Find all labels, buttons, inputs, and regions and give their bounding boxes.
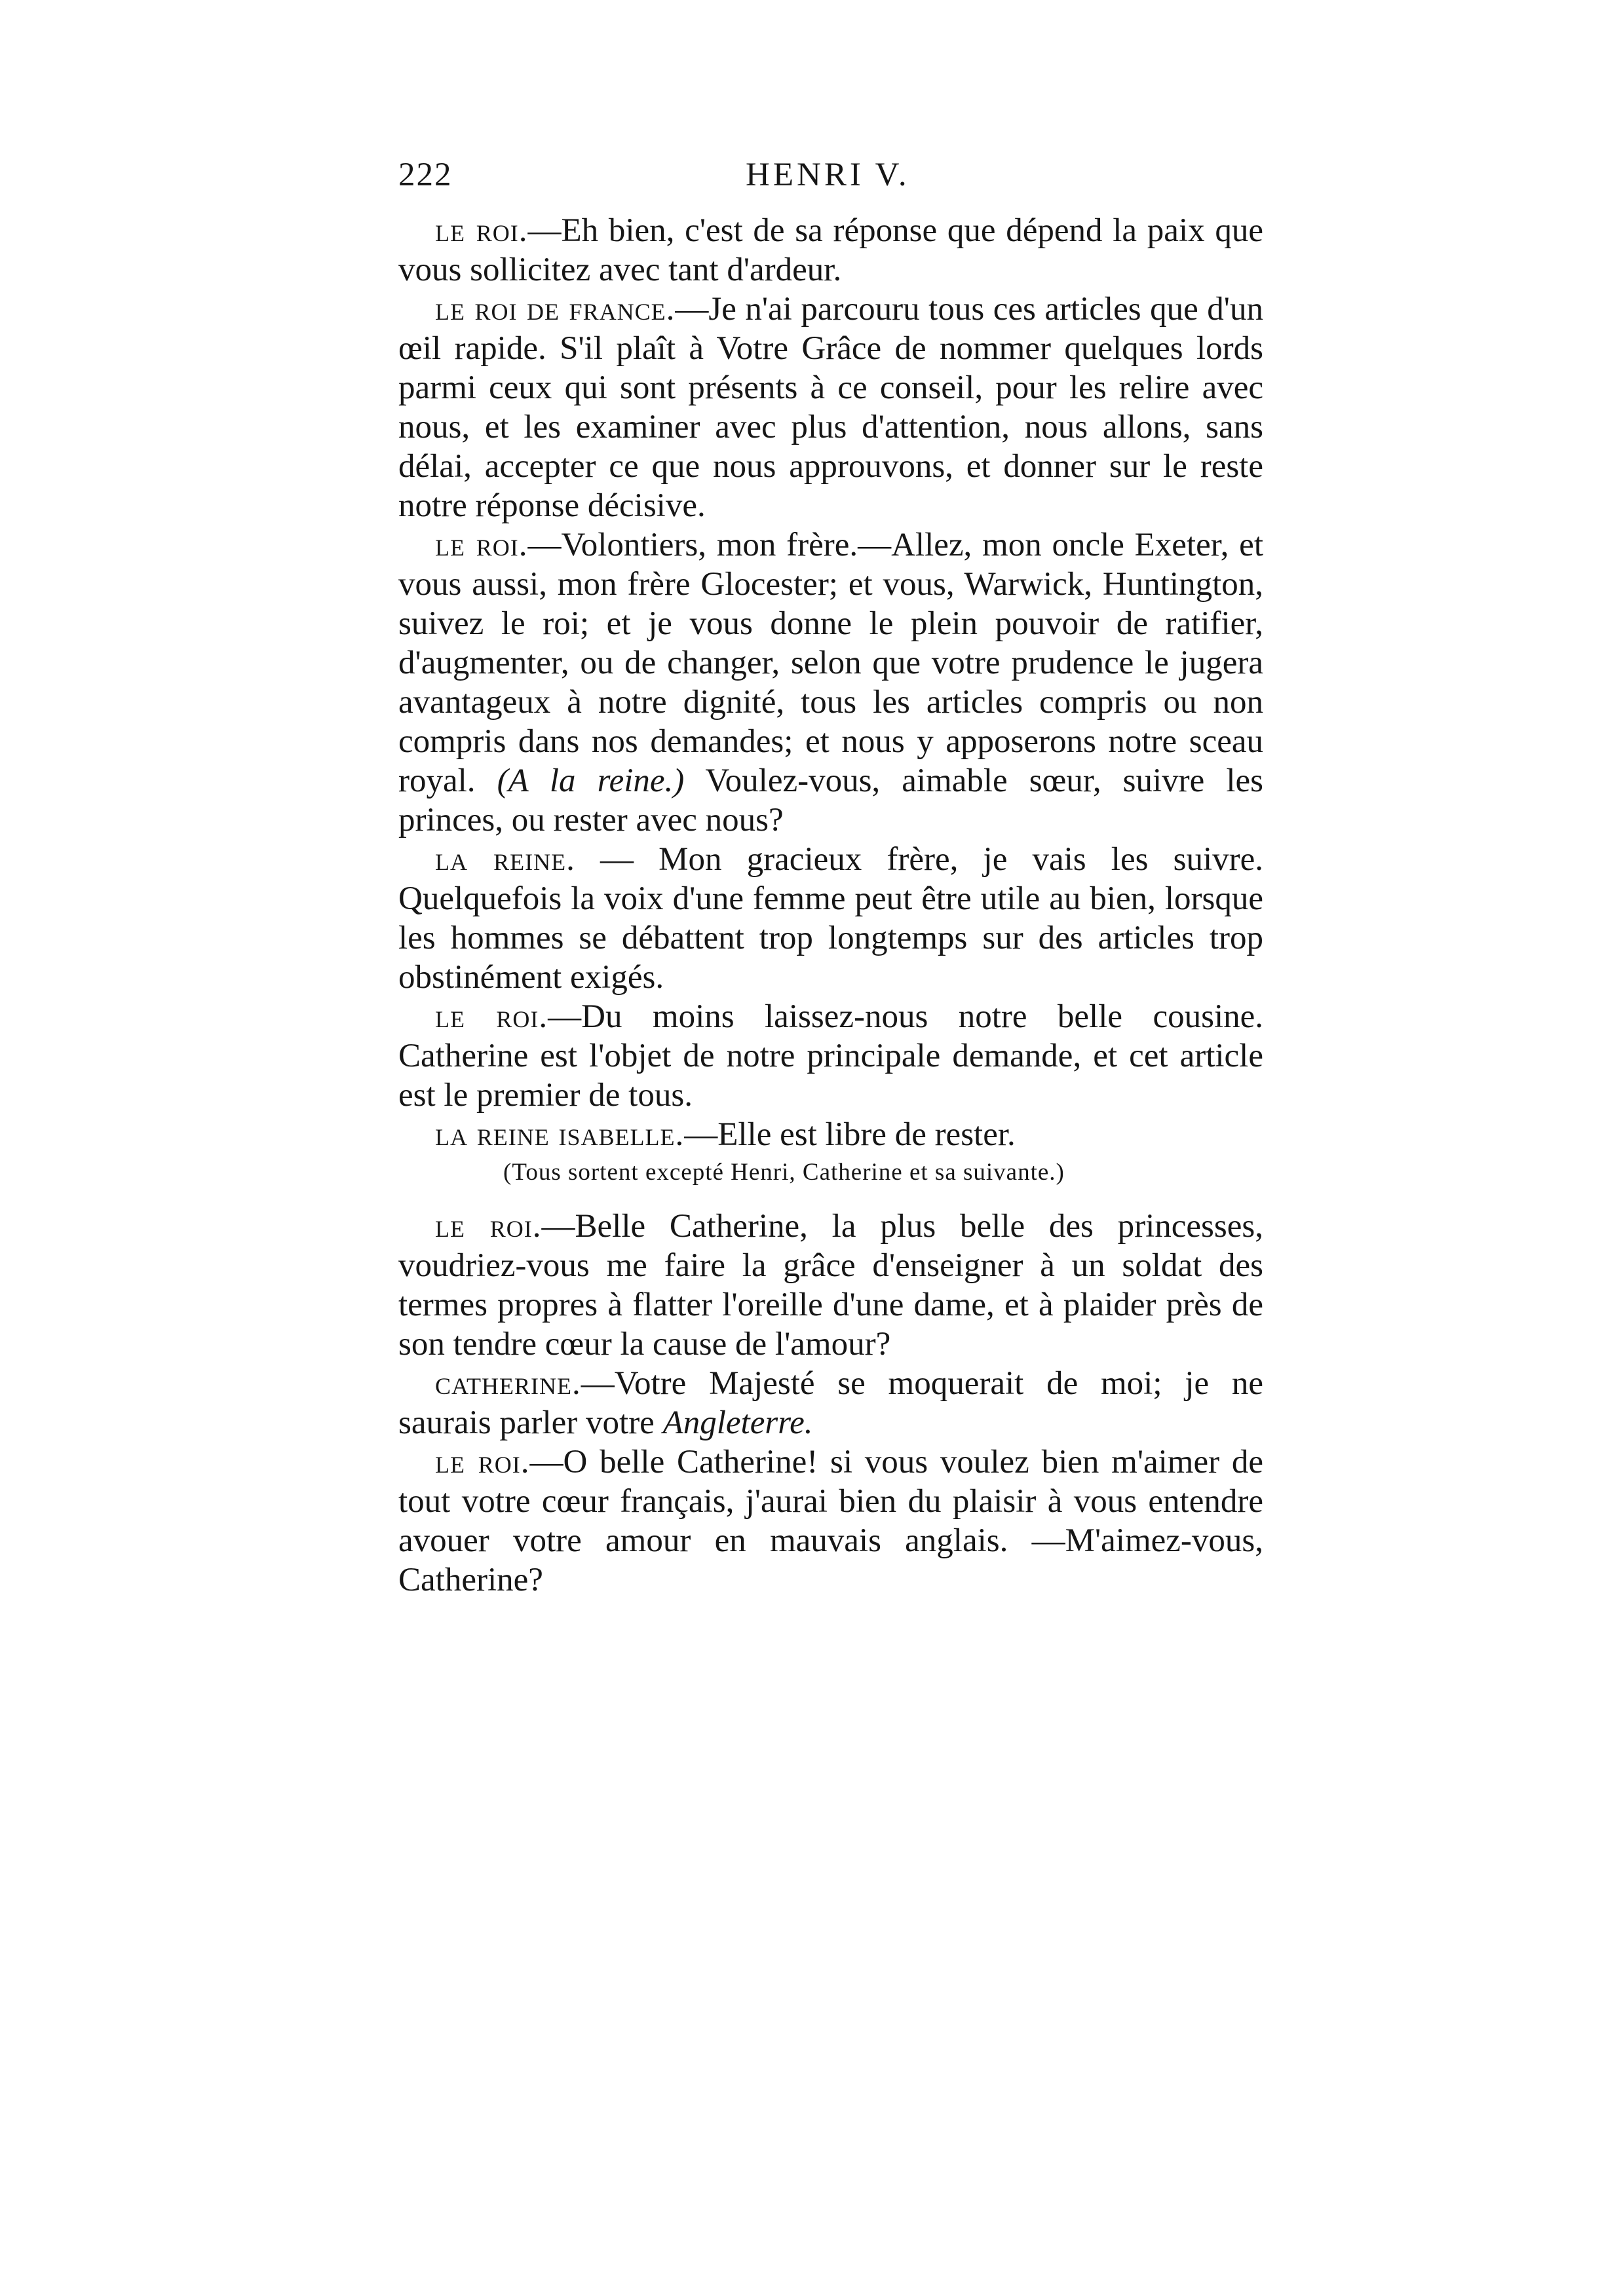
speech-text-continued: Voulez-vous, aimable sœur, suivre les princes, ou rester avec nous? — [398, 762, 1263, 838]
paragraph-5 — [398, 997, 1263, 1115]
speech-text: —Belle Catherine, la plus belle des princesses, voudriez-vous me faire la grâce d'enseigner à un soldat des termes propres à flatter l'oreille d'une dame, et à plaider près de son tendre cœur la cause de l'amour? — [398, 1208, 1263, 1363]
speaker-name: le roi. — [435, 998, 548, 1035]
paragraph-4 — [398, 840, 1263, 997]
speaker-name: la reine isabelle. — [435, 1116, 685, 1153]
paragraph-7 — [398, 1207, 1263, 1364]
speech-text: —Eh bien, c'est de sa réponse que dépend la paix que vous sollicitez avec tant d'ardeur. — [398, 212, 1263, 288]
paragraph-2 — [398, 290, 1263, 525]
running-head — [398, 152, 1276, 198]
page-number: 222 — [398, 157, 453, 193]
speech-text: —O belle Catherine! si vous voulez bien m'aimer de tout votre cœur français, j'aurai bien du plaisir à vous entendre avouer votre amour en mauvais anglais. —M'aimez-vous, Catherine? — [398, 1444, 1263, 1598]
speech-text: —Du moins laissez-nous notre belle cousine. Catherine est l'objet de notre principale demande, et cet article est le premier de tous. — [398, 998, 1263, 1114]
book-page — [393, 0, 1271, 2296]
speech-text: —Elle est libre de rester. — [684, 1116, 1016, 1153]
speech-text: —Je n'ai parcouru tous ces articles que d'un œil rapide. S'il plaît à Votre Grâce de nommer quelques lords parmi ceux qui sont présents à ce conseil, pour les relire avec nous, et les examiner avec plus d'attention, nous allons, sans délai, accepter ce que nous approuvons, et donner sur le reste notre réponse décisive. — [398, 291, 1263, 524]
italic-word: Angleterre. — [662, 1404, 813, 1441]
speaker-name: catherine. — [435, 1365, 581, 1402]
running-title: HENRI V. — [746, 157, 910, 193]
speaker-name: le roi. — [435, 527, 528, 563]
paragraph-3 — [398, 525, 1263, 840]
speech-text: —Volontiers, mon frère.—Allez, mon oncle Exeter, et vous aussi, mon frère Glocester; et vous, Warwick, Huntington, suivez le roi; et je vous donne le plein pouvoir de ratifier, d'augmenter, ou de changer, selon que votre prudence le jugera avantageux à notre dignité, tous les articles compris ou non compris dans nos demandes; et nous y apposerons notre sceau royal. — [398, 527, 1263, 799]
paragraph-8 — [398, 1364, 1263, 1442]
speech-text: — Mon gracieux frère, je vais les suivre. Quelquefois la voix d'une femme peut être utile au bien, lorsque les hommes se débattent trop longtemps sur des articles trop obstinément exigés. — [398, 841, 1263, 996]
stage-direction: (Tous sortent excepté Henri, Catherine et sa suivante.) — [503, 1159, 1065, 1186]
body-text — [398, 211, 1263, 1600]
speech-text: —Votre Majesté se moquerait de moi; je ne saurais parler votre — [398, 1365, 1263, 1441]
paragraph-6 — [398, 1115, 1263, 1154]
speaker-name: le roi. — [435, 1444, 530, 1480]
speaker-name: la reine. — [435, 841, 575, 878]
paragraph-9 — [398, 1442, 1263, 1600]
inline-stage-direction: (A la reine.) — [497, 762, 685, 799]
speaker-name: le roi. — [435, 212, 528, 249]
speaker-name: le roi. — [435, 1208, 542, 1245]
speaker-name: le roi de france. — [435, 291, 676, 328]
paragraph-1 — [398, 211, 1263, 290]
